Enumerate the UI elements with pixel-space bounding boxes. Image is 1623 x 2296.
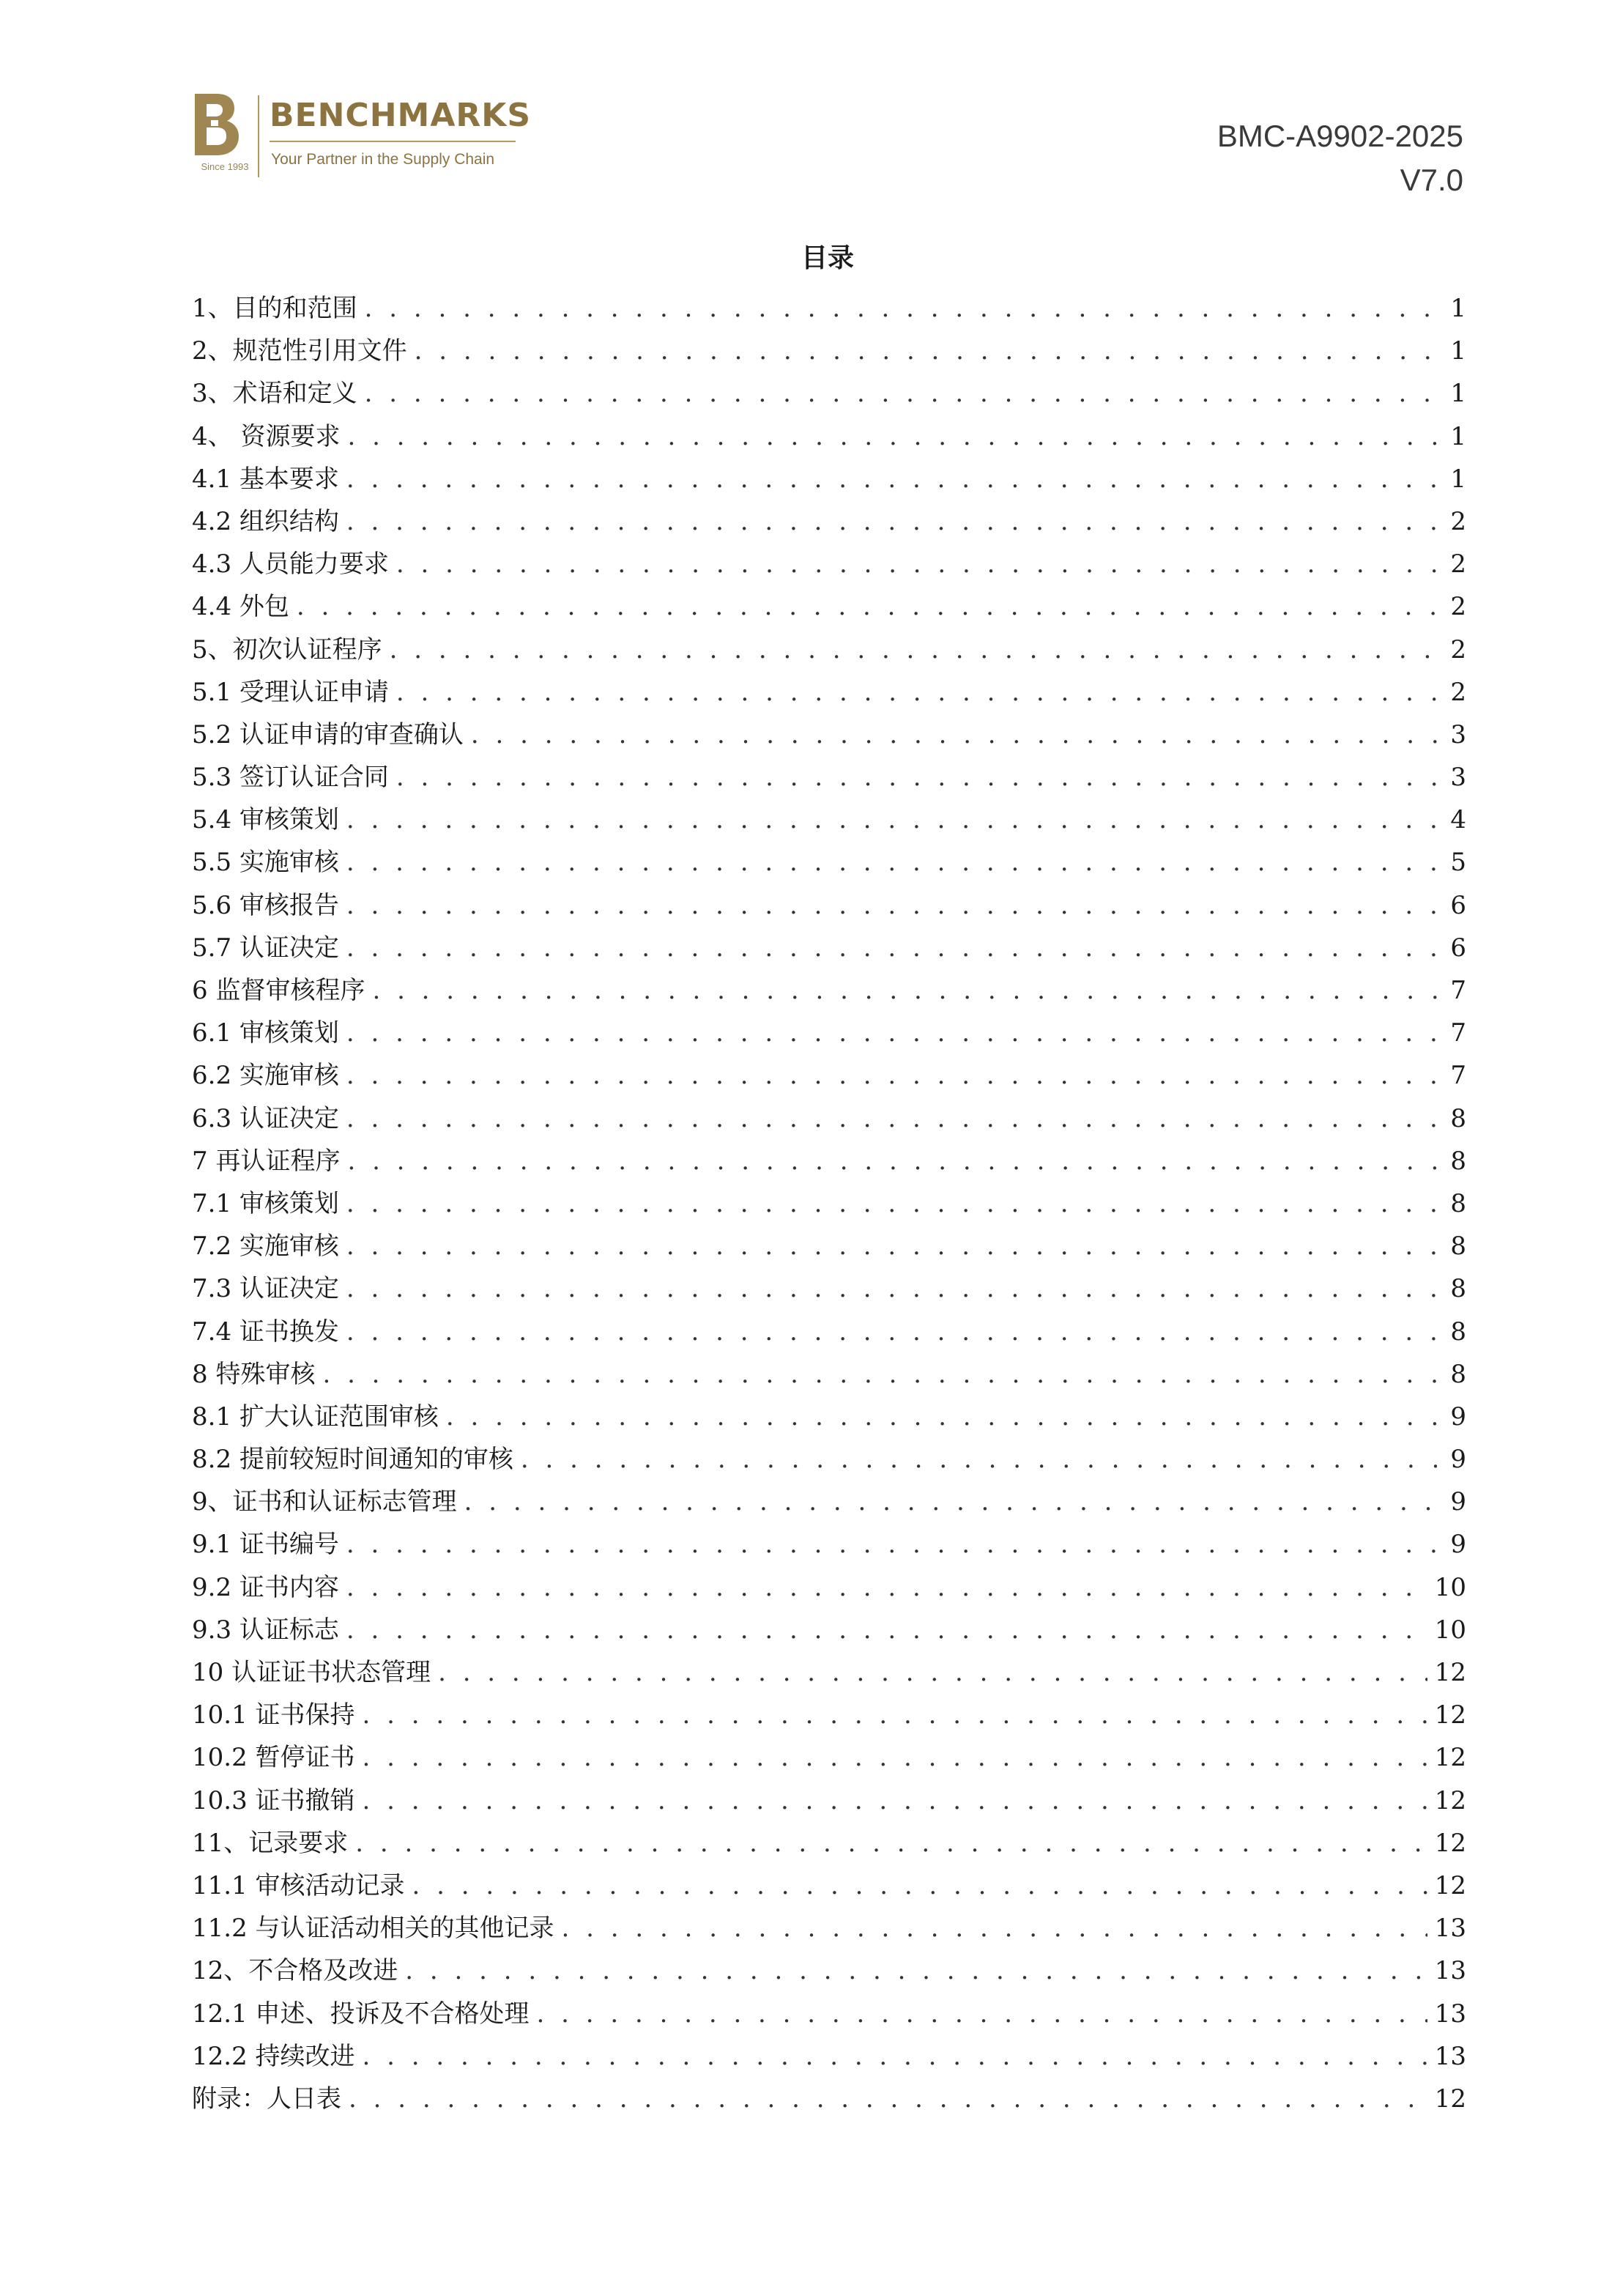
toc-entry-page: 2 [1450,634,1466,664]
toc-entry-page: 13 [1434,1956,1466,1986]
toc-entry-label: 9、证书和认证标志管理 [192,1487,457,1517]
toc-entry[interactable] [192,841,1466,884]
toc-entry-label: 7.3 认证决定 [192,1274,339,1304]
toc-entry[interactable] [192,1311,1466,1353]
toc-entry[interactable] [192,1012,1466,1054]
toc-leader-dots [346,458,1437,500]
toc-entry-page: 4 [1450,805,1466,835]
brand-underline [270,141,516,142]
toc-entry-label: 10.2 暂停证书 [192,1743,355,1773]
toc-leader-dots [363,1736,1427,1779]
toc-entry-label: 9.3 认证标志 [192,1615,339,1645]
toc-leader-dots [365,372,1437,415]
brand-tagline: Your Partner in the Supply Chain [271,151,495,168]
document-meta [1217,114,1463,202]
toc-entry[interactable] [192,1396,1466,1438]
toc-entry[interactable] [192,2078,1466,2120]
toc-leader-dots [346,884,1437,927]
toc-leader-dots [537,1993,1427,2035]
toc-leader-dots [471,714,1437,756]
toc-entry-label: 1、目的和范围 [192,294,357,323]
toc-entry[interactable] [192,1481,1466,1523]
toc-entry-label: 5、初次认证程序 [192,634,382,664]
toc-entry-label: 5.2 认证申请的审查确认 [192,719,464,749]
toc-entry-page: 2 [1450,592,1466,622]
toc-leader-dots [521,1438,1437,1481]
toc-entry[interactable] [192,1523,1466,1566]
toc-entry-label: 10.1 证书保持 [192,1700,355,1730]
toc-entry[interactable] [192,1609,1466,1651]
toc-entry-label: 10 认证证书状态管理 [192,1658,431,1687]
toc-leader-dots [562,1907,1427,1949]
toc-leader-dots [390,629,1437,671]
toc-entry[interactable] [192,1907,1466,1949]
toc-entry-label: 4.4 外包 [192,592,289,622]
toc-entry[interactable] [192,1651,1466,1694]
toc-leader-dots [346,1566,1427,1609]
toc-leader-dots [405,1949,1427,1992]
toc-leader-dots [346,927,1437,969]
toc-leader-dots [363,1694,1427,1736]
toc-entry-label: 4.1 基本要求 [192,464,339,494]
toc-entry-page: 13 [1434,1914,1466,1944]
company-logo [192,91,532,179]
document-code: BMC-A9902-2025 [1217,119,1463,153]
logo-divider [258,95,259,177]
toc-leader-dots [446,1396,1437,1438]
toc-entry-label: 8 特殊审核 [192,1359,316,1389]
page-header [0,0,1623,220]
toc-entry-page: 8 [1450,1188,1466,1218]
toc-entry-page: 1 [1450,379,1466,409]
toc-entry-page: 8 [1450,1232,1466,1262]
toc-entry[interactable] [192,799,1466,841]
toc-leader-dots [346,1523,1437,1566]
toc-entry-label: 12.2 持续改进 [192,2041,355,2071]
document-version: V7.0 [1400,163,1463,197]
toc-entry[interactable] [192,671,1466,714]
toc-entry-label: 5.3 签订认证合同 [192,763,389,793]
toc-leader-dots [297,585,1437,628]
toc-entry[interactable] [192,1780,1466,1822]
toc-entry-label: 8.2 提前较短时间通知的审核 [192,1445,513,1475]
toc-entry-label: 11.1 审核活动记录 [192,1870,405,1900]
toc-entry-label: 4.2 组织结构 [192,506,339,536]
toc-leader-dots [396,543,1437,585]
toc-entry[interactable] [192,1949,1466,1992]
toc-entry[interactable] [192,1267,1466,1310]
toc-entry-label: 5.5 实施审核 [192,848,339,878]
toc-entry[interactable] [192,884,1466,927]
toc-entry[interactable] [192,1993,1466,2035]
toc-leader-dots [347,415,1437,458]
toc-entry-label: 6.3 认证决定 [192,1103,339,1133]
toc-leader-dots [322,1353,1437,1396]
toc-entry[interactable] [192,1140,1466,1182]
toc-entry-page: 13 [1434,1999,1466,2029]
toc-title: 目录 [801,243,854,273]
toc-entry-page: 6 [1450,890,1466,920]
toc-leader-dots [438,1651,1427,1694]
toc-leader-dots [346,500,1437,543]
toc-entry[interactable] [192,1822,1466,1864]
toc-entry-label: 5.1 受理认证申请 [192,677,389,707]
toc-entry-page: 8 [1450,1359,1466,1389]
toc-entry[interactable] [192,714,1466,756]
toc-leader-dots [346,1225,1437,1267]
toc-entry[interactable] [192,500,1466,543]
toc-leader-dots [363,1780,1427,1822]
toc-entry[interactable] [192,927,1466,969]
toc-leader-dots [396,756,1437,799]
toc-entry[interactable] [192,1864,1466,1907]
toc-leader-dots [415,330,1437,372]
toc-entry-label: 5.7 认证决定 [192,933,339,963]
toc-entry-label: 8.1 扩大认证范围审核 [192,1401,439,1432]
toc-entry-label: 4.3 人员能力要求 [192,549,389,579]
toc-entry-page: 12 [1434,1785,1466,1815]
toc-entry-label: 10.3 证书撤销 [192,1785,355,1815]
table-of-contents [192,287,1466,2120]
toc-entry-page: 7 [1450,1061,1466,1091]
toc-entry[interactable] [192,629,1466,671]
toc-entry-page: 12 [1434,2084,1466,2114]
toc-entry-label: 7 再认证程序 [192,1146,341,1176]
toc-entry[interactable] [192,1736,1466,1779]
toc-entry[interactable] [192,756,1466,799]
brand-name: BENCHMARKS [270,97,532,134]
toc-entry-page: 8 [1450,1274,1466,1304]
toc-entry-label: 6.2 实施审核 [192,1061,339,1091]
toc-entry-label: 9.1 证书编号 [192,1530,339,1560]
toc-entry-label: 11、记录要求 [192,1828,349,1858]
toc-entry-page: 9 [1450,1401,1466,1432]
toc-entry[interactable] [192,458,1466,500]
toc-entry[interactable] [192,1182,1466,1225]
toc-entry-page: 10 [1434,1572,1466,1602]
toc-entry-label: 12.1 申述、投诉及不合格处理 [192,1999,530,2029]
toc-entry-page: 9 [1450,1487,1466,1517]
toc-entry-page: 8 [1450,1146,1466,1176]
toc-entry-page: 2 [1450,549,1466,579]
toc-entry-page: 7 [1450,976,1466,1005]
toc-entry-page: 1 [1450,294,1466,323]
toc-leader-dots [347,1140,1437,1182]
toc-leader-dots [346,1054,1437,1097]
toc-entry-label: 12、不合格及改进 [192,1956,398,1986]
toc-leader-dots [365,287,1437,330]
toc-entry-label: 5.6 审核报告 [192,890,339,920]
toc-entry[interactable] [192,1353,1466,1396]
toc-entry-page: 13 [1434,2041,1466,2071]
toc-entry-page: 12 [1434,1743,1466,1773]
toc-entry[interactable] [192,1566,1466,1609]
toc-leader-dots [346,841,1437,884]
toc-entry-label: 5.4 审核策划 [192,805,339,835]
toc-entry-page: 7 [1450,1018,1466,1048]
toc-leader-dots [349,2078,1427,2120]
toc-entry-label: 9.2 证书内容 [192,1572,339,1602]
benchmarks-logo-icon [192,91,243,158]
toc-entry-label: 附录：人日表 [192,2084,341,2114]
toc-entry-label: 2、规范性引用文件 [192,336,407,366]
toc-leader-dots [346,1267,1437,1310]
toc-entry-page: 6 [1450,933,1466,963]
toc-entry-label: 7.4 证书换发 [192,1317,339,1347]
toc-leader-dots [355,1822,1427,1864]
toc-entry-label: 3、术语和定义 [192,379,357,409]
toc-entry-page: 1 [1450,336,1466,366]
toc-entry-page: 1 [1450,464,1466,494]
toc-entry-page: 12 [1434,1658,1466,1687]
toc-entry-page: 9 [1450,1445,1466,1475]
toc-leader-dots [346,1311,1437,1353]
toc-leader-dots [346,1012,1437,1054]
toc-leader-dots [363,2035,1427,2078]
since-label: Since 1993 [201,161,249,172]
toc-entry-label: 6 监督审核程序 [192,976,365,1005]
toc-entry[interactable] [192,415,1466,458]
toc-entry-page: 9 [1450,1530,1466,1560]
toc-entry[interactable] [192,585,1466,628]
toc-entry-label: 6.1 审核策划 [192,1018,339,1048]
toc-entry-page: 12 [1434,1870,1466,1900]
toc-entry-page: 12 [1434,1700,1466,1730]
toc-entry-page: 3 [1450,763,1466,793]
toc-entry-label: 11.2 与认证活动相关的其他记录 [192,1914,554,1944]
toc-entry[interactable] [192,1097,1466,1140]
toc-leader-dots [346,1182,1437,1225]
toc-entry-page: 12 [1434,1828,1466,1858]
toc-entry-label: 7.2 实施审核 [192,1232,339,1262]
toc-entry-page: 8 [1450,1317,1466,1347]
toc-entry[interactable] [192,1054,1466,1097]
toc-entry[interactable] [192,330,1466,372]
toc-leader-dots [346,1097,1437,1140]
toc-leader-dots [372,969,1437,1012]
toc-entry-page: 3 [1450,719,1466,749]
toc-entry[interactable] [192,2035,1466,2078]
toc-entry-page: 10 [1434,1615,1466,1645]
toc-leader-dots [346,1609,1427,1651]
toc-entry[interactable] [192,969,1466,1012]
toc-entry-label: 7.1 审核策划 [192,1188,339,1218]
toc-entry[interactable] [192,543,1466,585]
toc-leader-dots [346,799,1437,841]
toc-entry-page: 2 [1450,677,1466,707]
toc-entry-label: 4、 资源要求 [192,421,341,451]
toc-leader-dots [464,1481,1437,1523]
toc-leader-dots [396,671,1437,714]
toc-entry[interactable] [192,1438,1466,1481]
toc-entry[interactable] [192,287,1466,330]
toc-entry-page: 2 [1450,506,1466,536]
toc-leader-dots [412,1864,1427,1907]
toc-entry-page: 8 [1450,1103,1466,1133]
toc-entry[interactable] [192,372,1466,415]
toc-entry[interactable] [192,1694,1466,1736]
toc-entry[interactable] [192,1225,1466,1267]
toc-entry-page: 5 [1450,848,1466,878]
toc-entry-page: 1 [1450,421,1466,451]
